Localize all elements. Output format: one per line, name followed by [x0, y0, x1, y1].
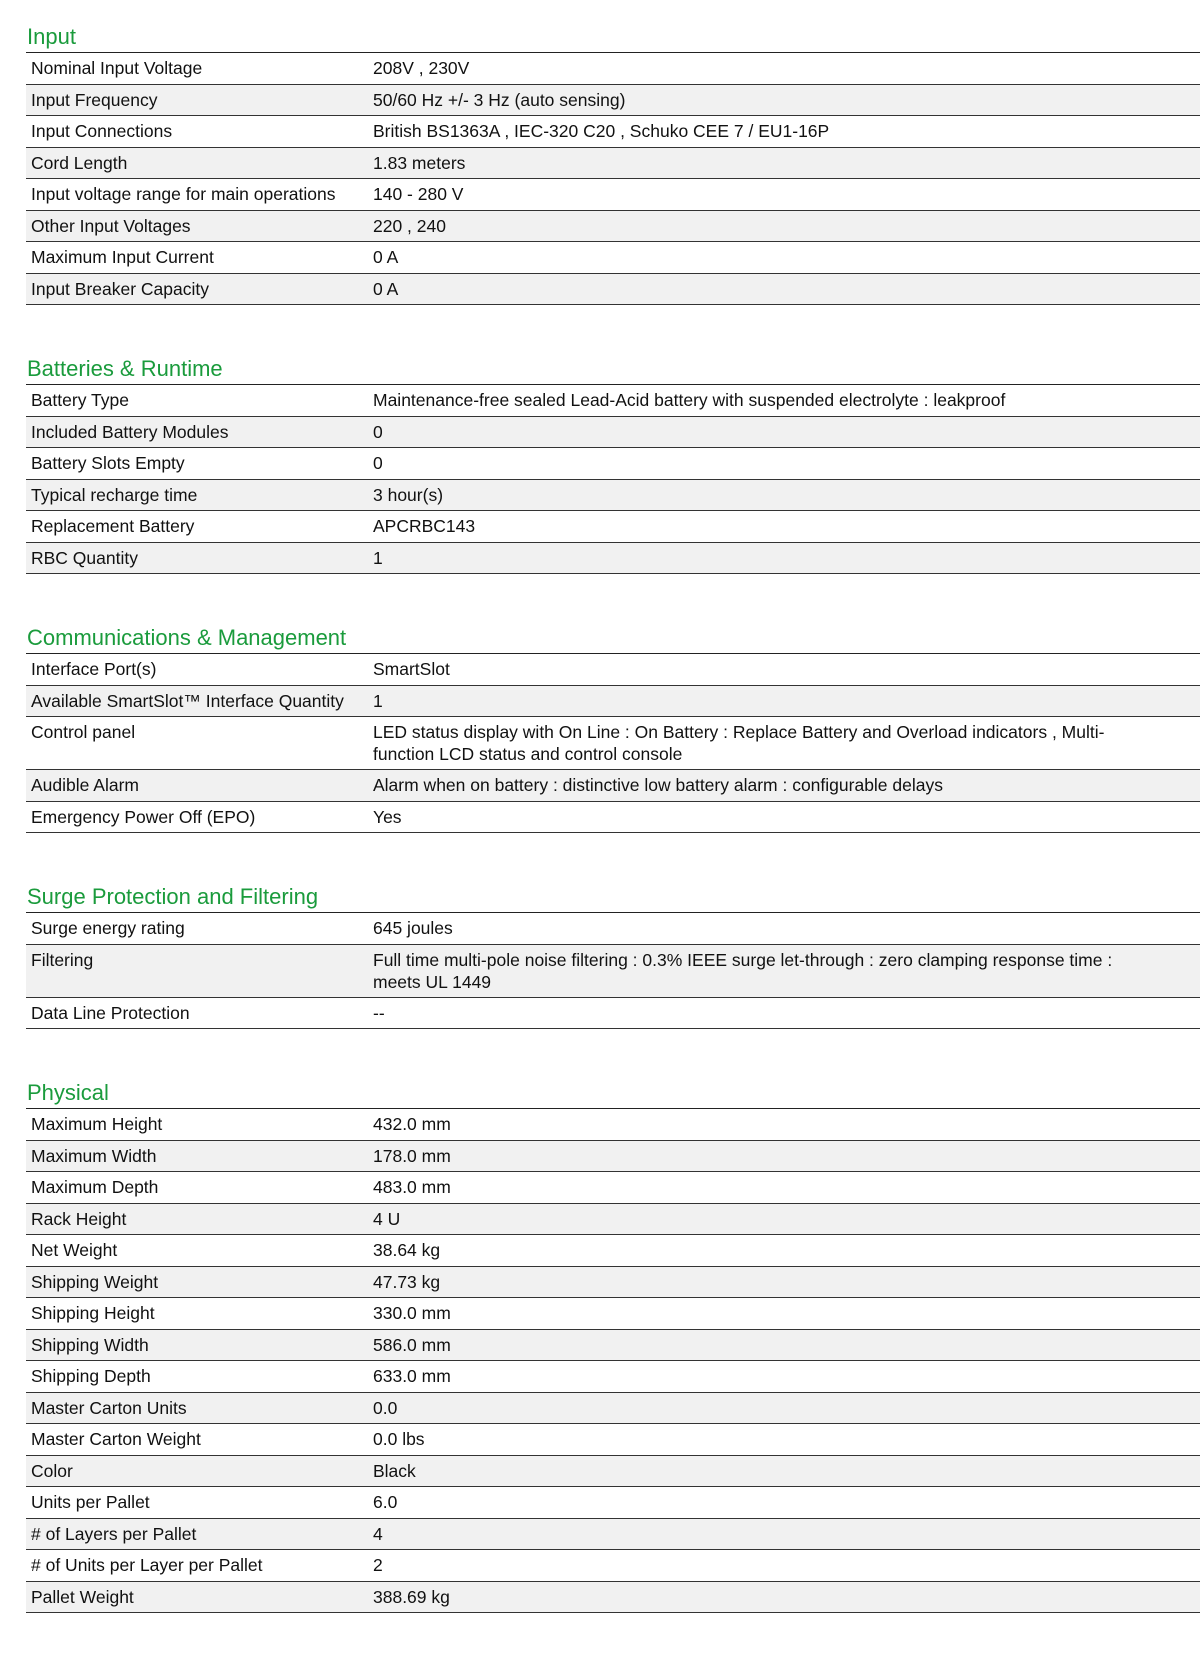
section-heading: Batteries & Runtime [26, 354, 1200, 385]
spec-table [26, 53, 1200, 305]
spec-value: Full time multi-pole noise filtering : 0.3% IEEE surge let-through : zero clamping response time : meets UL 1449 [373, 949, 1113, 992]
spec-row [26, 945, 1200, 998]
spec-row [26, 543, 1200, 575]
spec-row [26, 913, 1200, 945]
spec-value: 38.64 kg [373, 1240, 441, 1260]
spec-value: 208V , 230V [373, 58, 470, 78]
spec-section [26, 882, 1200, 1029]
spec-value: 1.83 meters [373, 152, 466, 173]
spec-label: Shipping Depth [31, 1366, 151, 1386]
spec-label: Surge energy rating [31, 918, 185, 938]
spec-value: 1 [373, 547, 383, 568]
spec-label: # of Units per Layer per Pallet [31, 1555, 263, 1575]
spec-section [26, 22, 1200, 305]
spec-row [26, 1550, 1200, 1582]
spec-label: Audible Alarm [31, 775, 139, 795]
spec-label: Input voltage range for main operations [31, 184, 336, 204]
spec-section [26, 623, 1200, 833]
spec-row [26, 179, 1200, 211]
spec-row [26, 1141, 1200, 1173]
spec-label: Maximum Height [31, 1114, 163, 1134]
spec-label: Cord Length [31, 152, 128, 173]
spec-section [26, 1078, 1200, 1613]
spec-value: 0 [373, 421, 383, 442]
spec-row [26, 274, 1200, 306]
spec-value: 0 A [373, 278, 399, 299]
spec-row [26, 1267, 1200, 1299]
spec-value: Black [373, 1460, 416, 1481]
spec-label: Color [31, 1460, 73, 1481]
spec-value: 4 [373, 1523, 383, 1544]
spec-row [26, 1393, 1200, 1425]
spec-value: 586.0 mm [373, 1334, 451, 1355]
spec-value: APCRBC143 [373, 516, 476, 536]
spec-value: SmartSlot [373, 659, 450, 679]
spec-label: Input Frequency [31, 89, 158, 110]
spec-label: Pallet Weight [31, 1586, 134, 1607]
spec-table [26, 913, 1200, 1029]
spec-label: Filtering [31, 949, 94, 970]
spec-row [26, 85, 1200, 117]
spec-value: 50/60 Hz +/- 3 Hz (auto sensing) [373, 89, 626, 110]
spec-section [26, 354, 1200, 574]
section-heading: Physical [26, 1078, 1200, 1109]
spec-table [26, 654, 1200, 833]
section-heading: Communications & Management [26, 623, 1200, 654]
spec-label: Battery Slots Empty [31, 453, 185, 473]
spec-label: Master Carton Units [31, 1397, 187, 1418]
spec-value: 2 [373, 1555, 383, 1575]
spec-label: Units per Pallet [31, 1492, 150, 1512]
spec-row [26, 1204, 1200, 1236]
spec-label: Emergency Power Off (EPO) [31, 806, 256, 827]
spec-label: Replacement Battery [31, 516, 195, 536]
spec-value: 0 A [373, 247, 399, 267]
spec-label: Typical recharge time [31, 484, 198, 505]
spec-value: 178.0 mm [373, 1145, 451, 1166]
spec-document [26, 22, 1200, 1662]
spec-row [26, 511, 1200, 543]
spec-label: # of Layers per Pallet [31, 1523, 197, 1544]
spec-value: Maintenance-free sealed Lead-Acid battery with suspended electrolyte : leakproof [373, 390, 1006, 410]
spec-label: RBC Quantity [31, 547, 138, 568]
spec-row [26, 998, 1200, 1030]
spec-label: Shipping Width [31, 1334, 149, 1355]
spec-value: LED status display with On Line : On Battery : Replace Battery and Overload indicators , Multi-function LCD status and control console [373, 722, 1105, 764]
spec-row [26, 1109, 1200, 1141]
spec-value: 3 hour(s) [373, 484, 444, 505]
spec-value: 220 , 240 [373, 215, 446, 236]
spec-row [26, 1235, 1200, 1267]
spec-label: Master Carton Weight [31, 1429, 201, 1449]
spec-value: 140 - 280 V [373, 184, 464, 204]
spec-row [26, 116, 1200, 148]
spec-row [26, 148, 1200, 180]
spec-row [26, 1456, 1200, 1488]
spec-label: Maximum Width [31, 1145, 157, 1166]
spec-label: Interface Port(s) [31, 659, 157, 679]
spec-label: Control panel [31, 722, 136, 742]
spec-table [26, 1109, 1200, 1613]
spec-label: Battery Type [31, 390, 129, 410]
spec-row [26, 654, 1200, 686]
spec-row [26, 53, 1200, 85]
spec-label: Data Line Protection [31, 1002, 190, 1023]
spec-row [26, 1298, 1200, 1330]
spec-value: 633.0 mm [373, 1366, 451, 1386]
spec-value: 388.69 kg [373, 1586, 450, 1607]
spec-value: 1 [373, 690, 383, 711]
spec-value: 330.0 mm [373, 1303, 451, 1323]
spec-row [26, 211, 1200, 243]
spec-row [26, 1519, 1200, 1551]
spec-label: Rack Height [31, 1208, 127, 1229]
spec-row [26, 1330, 1200, 1362]
spec-label: Available SmartSlot™ Interface Quantity [31, 690, 344, 711]
spec-row [26, 385, 1200, 417]
spec-label: Input Breaker Capacity [31, 278, 210, 299]
section-heading: Surge Protection and Filtering [26, 882, 1200, 913]
spec-value: 0 [373, 453, 383, 473]
spec-value: 0.0 [373, 1397, 398, 1418]
spec-label: Shipping Weight [31, 1271, 159, 1292]
spec-row [26, 1172, 1200, 1204]
spec-label: Nominal Input Voltage [31, 58, 203, 78]
spec-row [26, 717, 1200, 770]
spec-row [26, 1487, 1200, 1519]
spec-value: 645 joules [373, 918, 453, 938]
spec-value: -- [373, 1002, 385, 1023]
spec-value: Yes [373, 806, 402, 827]
spec-value: 483.0 mm [373, 1177, 451, 1197]
spec-label: Maximum Input Current [31, 247, 214, 267]
spec-value: 0.0 lbs [373, 1429, 425, 1449]
spec-label: Shipping Height [31, 1303, 155, 1323]
spec-row [26, 1361, 1200, 1393]
spec-row [26, 480, 1200, 512]
spec-row [26, 802, 1200, 834]
spec-label: Other Input Voltages [31, 215, 191, 236]
spec-value: 432.0 mm [373, 1114, 451, 1134]
spec-row [26, 770, 1200, 802]
spec-label: Included Battery Modules [31, 421, 229, 442]
section-heading: Input [26, 22, 1200, 53]
spec-row [26, 1424, 1200, 1456]
spec-row [26, 417, 1200, 449]
spec-row [26, 686, 1200, 718]
spec-label: Net Weight [31, 1240, 118, 1260]
spec-row [26, 242, 1200, 274]
spec-value: British BS1363A , IEC-320 C20 , Schuko CEE 7 / EU1-16P [373, 121, 830, 141]
spec-value: Alarm when on battery : distinctive low battery alarm : configurable delays [373, 775, 943, 795]
spec-row [26, 1582, 1200, 1614]
spec-label: Input Connections [31, 121, 173, 141]
spec-value: 47.73 kg [373, 1271, 441, 1292]
spec-table [26, 385, 1200, 574]
spec-value: 4 U [373, 1208, 401, 1229]
spec-row [26, 448, 1200, 480]
spec-label: Maximum Depth [31, 1177, 159, 1197]
spec-value: 6.0 [373, 1492, 398, 1512]
